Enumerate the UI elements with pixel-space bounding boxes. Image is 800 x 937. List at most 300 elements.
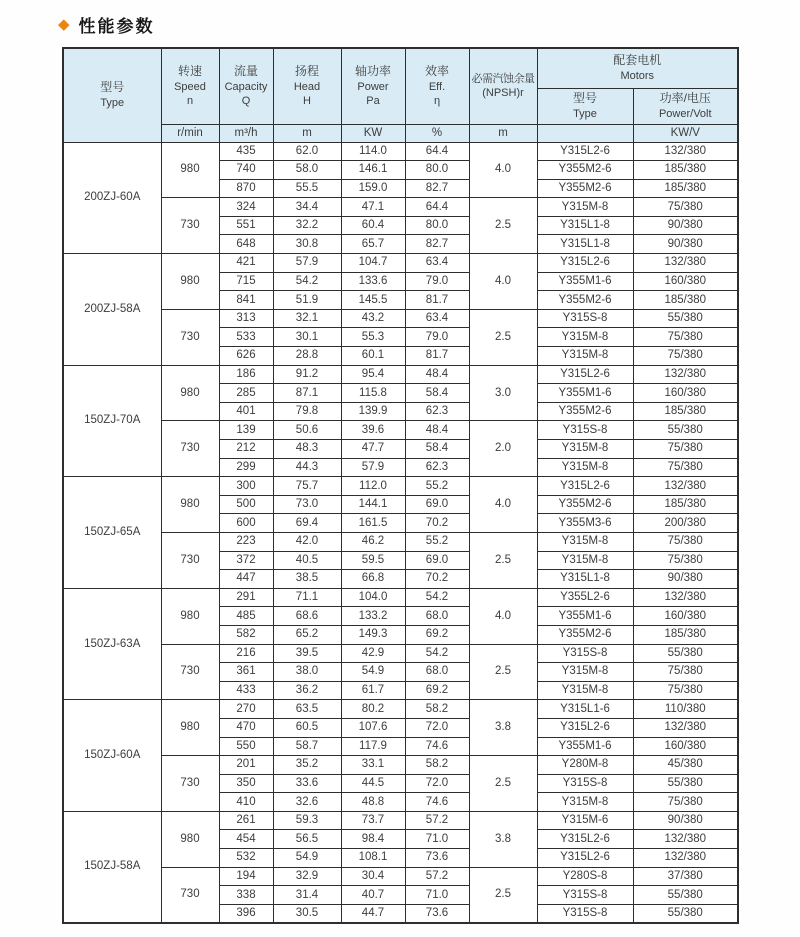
table-row — [63, 867, 738, 886]
motor-type-cell: Y355M1-6 — [537, 607, 633, 626]
capacity-cell: 186 — [219, 365, 273, 384]
power-cell: 95.4 — [341, 365, 405, 384]
motor-pv-cell: 75/380 — [633, 458, 738, 477]
motor-pv-cell: 160/380 — [633, 607, 738, 626]
col-npsh-en: (NPSH)r — [482, 87, 524, 100]
table-row — [63, 756, 738, 775]
eff-cell: 55.2 — [405, 532, 469, 551]
capacity-cell: 500 — [219, 495, 273, 514]
capacity-cell: 194 — [219, 867, 273, 886]
unit-motor-type — [537, 124, 633, 142]
page-title: 性能参数 — [78, 16, 155, 36]
motor-pv-cell: 75/380 — [633, 198, 738, 217]
speed-cell: 730 — [161, 756, 219, 812]
table-body — [63, 142, 738, 923]
power-cell: 108.1 — [341, 849, 405, 868]
head-cell: 58.7 — [273, 737, 341, 756]
col-eff-sym: η — [433, 95, 441, 108]
motor-pv-cell: 132/380 — [633, 849, 738, 868]
col-capacity-sym: Q — [241, 95, 251, 108]
model-cell: 150ZJ-60A — [63, 700, 161, 812]
power-cell: 33.1 — [341, 756, 405, 775]
motor-pv-cell: 132/380 — [633, 254, 738, 273]
eff-cell: 54.2 — [405, 588, 469, 607]
col-speed-zh: 转速 — [177, 64, 202, 79]
table-row — [63, 477, 738, 496]
col-header-capacity — [219, 48, 273, 124]
motor-type-cell: Y315L2-6 — [537, 254, 633, 273]
performance-table — [62, 47, 739, 924]
eff-cell: 74.6 — [405, 793, 469, 812]
col-motor-pv-en: Power/Volt — [658, 107, 712, 120]
head-cell: 51.9 — [273, 291, 341, 310]
head-cell: 32.2 — [273, 216, 341, 235]
eff-cell: 74.6 — [405, 737, 469, 756]
motor-pv-cell: 160/380 — [633, 272, 738, 291]
power-cell: 44.7 — [341, 904, 405, 923]
speed-cell: 980 — [161, 477, 219, 533]
motor-type-cell: Y355M1-6 — [537, 737, 633, 756]
eff-cell: 69.2 — [405, 625, 469, 644]
table-row — [63, 644, 738, 663]
power-cell: 73.7 — [341, 811, 405, 830]
col-npsh-zh: 必需汽蚀余量 — [471, 72, 535, 85]
npsh-cell: 2.5 — [469, 867, 537, 923]
power-cell: 133.6 — [341, 272, 405, 291]
eff-cell: 72.0 — [405, 774, 469, 793]
motor-type-cell: Y315L1-8 — [537, 570, 633, 589]
speed-cell: 730 — [161, 532, 219, 588]
motor-type-cell: Y315L2-6 — [537, 142, 633, 161]
motor-pv-cell: 90/380 — [633, 811, 738, 830]
capacity-cell: 435 — [219, 142, 273, 161]
motor-type-cell: Y315M-8 — [537, 440, 633, 459]
power-cell: 161.5 — [341, 514, 405, 533]
eff-cell: 55.2 — [405, 477, 469, 496]
eff-cell: 62.3 — [405, 402, 469, 421]
capacity-cell: 261 — [219, 811, 273, 830]
col-power-en: Power — [357, 80, 389, 93]
table-row — [63, 365, 738, 384]
capacity-cell: 216 — [219, 644, 273, 663]
col-eff-en: Eff. — [428, 80, 446, 93]
head-cell: 68.6 — [273, 607, 341, 626]
motor-type-cell: Y315M-8 — [537, 551, 633, 570]
capacity-cell: 270 — [219, 700, 273, 719]
power-cell: 48.8 — [341, 793, 405, 812]
power-cell: 145.5 — [341, 291, 405, 310]
speed-cell: 980 — [161, 142, 219, 198]
motor-pv-cell: 132/380 — [633, 830, 738, 849]
col-header-head — [273, 48, 341, 124]
head-cell: 31.4 — [273, 886, 341, 905]
col-header-motor-pv — [633, 88, 738, 124]
section-title — [0, 0, 800, 38]
head-cell: 56.5 — [273, 830, 341, 849]
eff-cell: 72.0 — [405, 718, 469, 737]
motor-pv-cell: 55/380 — [633, 421, 738, 440]
head-cell: 42.0 — [273, 532, 341, 551]
motor-type-cell: Y280M-8 — [537, 756, 633, 775]
speed-cell: 980 — [161, 254, 219, 310]
power-cell: 46.2 — [341, 532, 405, 551]
eff-cell: 81.7 — [405, 291, 469, 310]
motor-type-cell: Y355M2-6 — [537, 625, 633, 644]
col-eff-zh: 效率 — [424, 64, 449, 79]
speed-cell: 730 — [161, 644, 219, 700]
motor-type-cell: Y355M2-6 — [537, 161, 633, 180]
col-motors-en: Motors — [620, 69, 655, 82]
eff-cell: 48.4 — [405, 365, 469, 384]
model-cell: 200ZJ-60A — [63, 142, 161, 254]
table-header — [63, 48, 738, 142]
head-cell: 62.0 — [273, 142, 341, 161]
table-row — [63, 421, 738, 440]
power-cell: 39.6 — [341, 421, 405, 440]
eff-cell: 73.6 — [405, 904, 469, 923]
power-cell: 40.7 — [341, 886, 405, 905]
eff-cell: 68.0 — [405, 663, 469, 682]
capacity-cell: 201 — [219, 756, 273, 775]
eff-cell: 81.7 — [405, 347, 469, 366]
power-cell: 54.9 — [341, 663, 405, 682]
capacity-cell: 139 — [219, 421, 273, 440]
capacity-cell: 223 — [219, 532, 273, 551]
capacity-cell: 470 — [219, 718, 273, 737]
motor-type-cell: Y315M-8 — [537, 681, 633, 700]
head-cell: 91.2 — [273, 365, 341, 384]
motor-pv-cell: 132/380 — [633, 365, 738, 384]
head-cell: 36.2 — [273, 681, 341, 700]
eff-cell: 58.2 — [405, 756, 469, 775]
speed-cell: 730 — [161, 309, 219, 365]
motor-type-cell: Y315L1-8 — [537, 235, 633, 254]
model-cell: 150ZJ-65A — [63, 477, 161, 589]
power-cell: 115.8 — [341, 384, 405, 403]
power-cell: 57.9 — [341, 458, 405, 477]
motor-pv-cell: 185/380 — [633, 161, 738, 180]
motor-pv-cell: 55/380 — [633, 904, 738, 923]
diamond-bullet-icon: ◆ — [58, 15, 70, 33]
col-head-en: Head — [293, 80, 321, 93]
eff-cell: 63.4 — [405, 254, 469, 273]
npsh-cell: 2.5 — [469, 756, 537, 812]
motor-pv-cell: 90/380 — [633, 216, 738, 235]
eff-cell: 57.2 — [405, 867, 469, 886]
capacity-cell: 338 — [219, 886, 273, 905]
head-cell: 57.9 — [273, 254, 341, 273]
motor-type-cell: Y355M1-6 — [537, 272, 633, 291]
power-cell: 61.7 — [341, 681, 405, 700]
capacity-cell: 372 — [219, 551, 273, 570]
npsh-cell: 2.5 — [469, 644, 537, 700]
motor-type-cell: Y315S-8 — [537, 774, 633, 793]
motor-type-cell: Y315L1-8 — [537, 216, 633, 235]
table-row — [63, 309, 738, 328]
power-cell: 55.3 — [341, 328, 405, 347]
model-cell: 150ZJ-63A — [63, 588, 161, 700]
motor-type-cell: Y315M-8 — [537, 328, 633, 347]
npsh-cell: 2.0 — [469, 421, 537, 477]
motor-type-cell: Y315M-8 — [537, 458, 633, 477]
power-cell: 159.0 — [341, 179, 405, 198]
power-cell: 44.5 — [341, 774, 405, 793]
motor-pv-cell: 55/380 — [633, 774, 738, 793]
eff-cell: 57.2 — [405, 811, 469, 830]
motor-type-cell: Y355M2-6 — [537, 495, 633, 514]
capacity-cell: 350 — [219, 774, 273, 793]
motor-type-cell: Y315L2-6 — [537, 477, 633, 496]
capacity-cell: 648 — [219, 235, 273, 254]
power-cell: 98.4 — [341, 830, 405, 849]
power-cell: 146.1 — [341, 161, 405, 180]
npsh-cell: 3.8 — [469, 811, 537, 867]
eff-cell: 70.2 — [405, 514, 469, 533]
motor-type-cell: Y355M2-6 — [537, 179, 633, 198]
col-header-motors — [537, 48, 738, 88]
power-cell: 114.0 — [341, 142, 405, 161]
motor-type-cell: Y355M3-6 — [537, 514, 633, 533]
capacity-cell: 401 — [219, 402, 273, 421]
speed-cell: 730 — [161, 421, 219, 477]
col-speed-sym: n — [186, 95, 194, 108]
unit-motor-pv: KW/V — [633, 124, 738, 142]
npsh-cell: 2.5 — [469, 198, 537, 254]
motor-pv-cell: 132/380 — [633, 142, 738, 161]
motor-type-cell: Y315L2-6 — [537, 365, 633, 384]
col-type-zh: 型号 — [100, 80, 125, 95]
power-cell: 104.0 — [341, 588, 405, 607]
head-cell: 32.6 — [273, 793, 341, 812]
npsh-cell: 2.5 — [469, 309, 537, 365]
motor-pv-cell: 37/380 — [633, 867, 738, 886]
table-row — [63, 254, 738, 273]
motor-type-cell: Y315S-8 — [537, 886, 633, 905]
power-cell: 66.8 — [341, 570, 405, 589]
speed-cell: 980 — [161, 365, 219, 421]
power-cell: 117.9 — [341, 737, 405, 756]
motor-pv-cell: 160/380 — [633, 737, 738, 756]
head-cell: 50.6 — [273, 421, 341, 440]
capacity-cell: 533 — [219, 328, 273, 347]
motor-type-cell: Y315M-8 — [537, 532, 633, 551]
table-row — [63, 198, 738, 217]
capacity-cell: 870 — [219, 179, 273, 198]
eff-cell: 68.0 — [405, 607, 469, 626]
head-cell: 30.1 — [273, 328, 341, 347]
power-cell: 47.7 — [341, 440, 405, 459]
capacity-cell: 532 — [219, 849, 273, 868]
col-power-zh: 轴功率 — [354, 64, 391, 79]
head-cell: 40.5 — [273, 551, 341, 570]
eff-cell: 82.7 — [405, 235, 469, 254]
capacity-cell: 454 — [219, 830, 273, 849]
motor-pv-cell: 75/380 — [633, 663, 738, 682]
eff-cell: 64.4 — [405, 198, 469, 217]
power-cell: 149.3 — [341, 625, 405, 644]
capacity-cell: 212 — [219, 440, 273, 459]
motor-pv-cell: 75/380 — [633, 532, 738, 551]
motor-pv-cell: 185/380 — [633, 625, 738, 644]
col-motor-type-zh: 型号 — [572, 91, 597, 106]
motor-pv-cell: 55/380 — [633, 886, 738, 905]
eff-cell: 48.4 — [405, 421, 469, 440]
capacity-cell: 582 — [219, 625, 273, 644]
motor-pv-cell: 90/380 — [633, 235, 738, 254]
head-cell: 73.0 — [273, 495, 341, 514]
motor-pv-cell: 132/380 — [633, 718, 738, 737]
col-capacity-en: Capacity — [224, 80, 268, 93]
table-row — [63, 700, 738, 719]
motor-pv-cell: 132/380 — [633, 477, 738, 496]
capacity-cell: 300 — [219, 477, 273, 496]
capacity-cell: 715 — [219, 272, 273, 291]
capacity-cell: 841 — [219, 291, 273, 310]
head-cell: 30.8 — [273, 235, 341, 254]
eff-cell: 79.0 — [405, 272, 469, 291]
motor-type-cell: Y315S-8 — [537, 904, 633, 923]
motor-pv-cell: 75/380 — [633, 551, 738, 570]
col-header-type — [63, 48, 161, 142]
motor-type-cell: Y280S-8 — [537, 867, 633, 886]
head-cell: 54.9 — [273, 849, 341, 868]
head-cell: 65.2 — [273, 625, 341, 644]
capacity-cell: 324 — [219, 198, 273, 217]
head-cell: 33.6 — [273, 774, 341, 793]
motor-pv-cell: 132/380 — [633, 588, 738, 607]
capacity-cell: 361 — [219, 663, 273, 682]
eff-cell: 71.0 — [405, 830, 469, 849]
col-header-speed — [161, 48, 219, 124]
col-header-motor-type — [537, 88, 633, 124]
col-speed-en: Speed — [174, 80, 206, 93]
motor-type-cell: Y315L2-6 — [537, 830, 633, 849]
head-cell: 34.4 — [273, 198, 341, 217]
speed-cell: 980 — [161, 588, 219, 644]
col-capacity-zh: 流量 — [233, 64, 258, 79]
npsh-cell: 4.0 — [469, 254, 537, 310]
motor-type-cell: Y355M2-6 — [537, 291, 633, 310]
motor-type-cell: Y315S-8 — [537, 421, 633, 440]
power-cell: 59.5 — [341, 551, 405, 570]
motor-pv-cell: 45/380 — [633, 756, 738, 775]
col-header-power — [341, 48, 405, 124]
motor-type-cell: Y355M2-6 — [537, 402, 633, 421]
capacity-cell: 421 — [219, 254, 273, 273]
power-cell: 104.7 — [341, 254, 405, 273]
table-row — [63, 811, 738, 830]
model-cell: 150ZJ-58A — [63, 811, 161, 923]
capacity-cell: 299 — [219, 458, 273, 477]
motor-type-cell: Y315M-8 — [537, 198, 633, 217]
col-motor-type-en: Type — [573, 107, 597, 120]
capacity-cell: 447 — [219, 570, 273, 589]
capacity-cell: 626 — [219, 347, 273, 366]
capacity-cell: 485 — [219, 607, 273, 626]
head-cell: 69.4 — [273, 514, 341, 533]
motor-type-cell: Y315M-8 — [537, 663, 633, 682]
eff-cell: 64.4 — [405, 142, 469, 161]
speed-cell: 730 — [161, 198, 219, 254]
capacity-cell: 285 — [219, 384, 273, 403]
motor-pv-cell: 185/380 — [633, 495, 738, 514]
head-cell: 32.9 — [273, 867, 341, 886]
npsh-cell: 3.0 — [469, 365, 537, 421]
motor-type-cell: Y315S-8 — [537, 309, 633, 328]
col-motor-pv-zh: 功率/电压 — [659, 91, 711, 106]
motor-pv-cell: 75/380 — [633, 347, 738, 366]
motor-pv-cell: 185/380 — [633, 291, 738, 310]
head-cell: 58.0 — [273, 161, 341, 180]
col-power-sym: Pa — [366, 95, 380, 108]
capacity-cell: 410 — [219, 793, 273, 812]
power-cell: 47.1 — [341, 198, 405, 217]
capacity-cell: 551 — [219, 216, 273, 235]
motor-pv-cell: 185/380 — [633, 179, 738, 198]
col-header-eff — [405, 48, 469, 124]
head-cell: 71.1 — [273, 588, 341, 607]
head-cell: 79.8 — [273, 402, 341, 421]
unit-power: KW — [341, 124, 405, 142]
npsh-cell: 4.0 — [469, 588, 537, 644]
motor-pv-cell: 200/380 — [633, 514, 738, 533]
eff-cell: 80.0 — [405, 161, 469, 180]
unit-eff: % — [405, 124, 469, 142]
head-cell: 38.0 — [273, 663, 341, 682]
eff-cell: 69.0 — [405, 495, 469, 514]
head-cell: 60.5 — [273, 718, 341, 737]
motor-pv-cell: 75/380 — [633, 681, 738, 700]
motor-pv-cell: 55/380 — [633, 309, 738, 328]
capacity-cell: 291 — [219, 588, 273, 607]
head-cell: 48.3 — [273, 440, 341, 459]
motor-type-cell: Y315L1-6 — [537, 700, 633, 719]
head-cell: 59.3 — [273, 811, 341, 830]
capacity-cell: 313 — [219, 309, 273, 328]
capacity-cell: 600 — [219, 514, 273, 533]
motor-type-cell: Y315L2-6 — [537, 718, 633, 737]
unit-speed: r/min — [161, 124, 219, 142]
col-motors-zh: 配套电机 — [613, 53, 662, 68]
capacity-cell: 550 — [219, 737, 273, 756]
motor-pv-cell: 75/380 — [633, 328, 738, 347]
motor-type-cell: Y355M1-6 — [537, 384, 633, 403]
head-cell: 39.5 — [273, 644, 341, 663]
motor-type-cell: Y315M-8 — [537, 347, 633, 366]
power-cell: 133.2 — [341, 607, 405, 626]
unit-capacity: m³/h — [219, 124, 273, 142]
head-cell: 55.5 — [273, 179, 341, 198]
power-cell: 107.6 — [341, 718, 405, 737]
col-head-sym: H — [303, 95, 311, 108]
motor-pv-cell: 110/380 — [633, 700, 738, 719]
motor-pv-cell: 75/380 — [633, 793, 738, 812]
speed-cell: 980 — [161, 811, 219, 867]
npsh-cell: 4.0 — [469, 477, 537, 533]
npsh-cell: 3.8 — [469, 700, 537, 756]
power-cell: 43.2 — [341, 309, 405, 328]
npsh-cell: 2.5 — [469, 532, 537, 588]
head-cell: 30.5 — [273, 904, 341, 923]
head-cell: 32.1 — [273, 309, 341, 328]
npsh-cell: 4.0 — [469, 142, 537, 198]
motor-type-cell: Y315L2-6 — [537, 849, 633, 868]
speed-cell: 980 — [161, 700, 219, 756]
head-cell: 35.2 — [273, 756, 341, 775]
eff-cell: 69.0 — [405, 551, 469, 570]
model-cell: 200ZJ-58A — [63, 254, 161, 366]
motor-pv-cell: 160/380 — [633, 384, 738, 403]
